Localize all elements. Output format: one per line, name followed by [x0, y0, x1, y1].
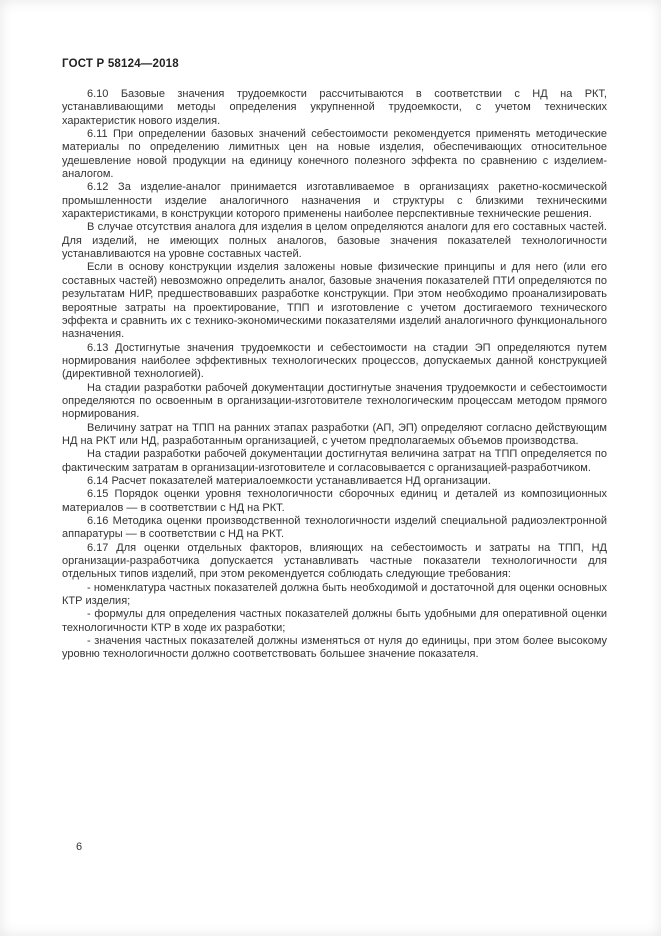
- paragraph: На стадии разработки рабочей документации достигнутые значения трудоемкости и себестоимости определяются по освоенным в организации-изготовителе технологическим процессам методом прямого нормирования.: [62, 381, 607, 421]
- list-item: - номенклатура частных показателей должна быть необходимой и достаточной для оценки основных КТР изделия;: [62, 581, 607, 608]
- paragraph: 6.15 Порядок оценки уровня технологичности сборочных единиц и деталей из композиционных материалов — в соответствии с НД на РКТ.: [62, 488, 607, 514]
- paragraph: Величину затрат на ТПП на ранних этапах разработки (АП, ЭП) определяют согласно действующим НД на РКТ или НД, разработанным организацией, с учетом предполагаемых объемов производства.: [62, 421, 607, 447]
- paragraph: На стадии разработки рабочей документации достигнутая величина затрат на ТПП определяется по фактическим затратам в организации-изготовителе и согласовывается с организацией-разработчиком.: [62, 448, 607, 474]
- document-body: [62, 88, 607, 662]
- page-number: 6: [76, 841, 83, 853]
- paragraph: 6.12 За изделие-аналог принимается изготавливаемое в организациях ракетно-космической промышленности изделие аналогичного назначения и структуры с близкими техническими характеристиками, в конструкции которого применены наиболее перспективные технические решения.: [62, 181, 607, 221]
- paragraph: 6.16 Методика оценки производственной технологичности изделий специальной радиоэлектронной аппаратуры — в соответствии с НД на РКТ.: [62, 515, 607, 541]
- paragraph: 6.17 Для оценки отдельных факторов, влияющих на себестоимость и затраты на ТПП, НД организации-разработчика допускается устанавливать частные показатели технологичности для отдельных типов изделий, при этом рекомендуется соблюдать следующие требования:: [62, 541, 607, 581]
- paragraph: В случае отсутствия аналога для изделия в целом определяются аналоги для его составных частей. Для изделий, не имеющих полных аналогов, базовые значения показателей технологичности устанавливаются на уровне составных частей.: [62, 221, 607, 261]
- paragraph: 6.10 Базовые значения трудоемкости рассчитываются в соответствии с НД на РКТ, устанавливающими методы определения укрупненной трудоемкости, с учетом технических характеристик нового изделия.: [62, 88, 607, 127]
- paragraph: 6.11 При определении базовых значений себестоимости рекомендуется применять методические материалы по определению лимитных цен на новые изделия, обеспечивающих относительное удешевление новой продукции на единицу конечного полезного эффекта по сравнению с изделием-аналогом.: [62, 128, 607, 181]
- list-item: - значения частных показателей должны изменяться от нуля до единицы, при этом более высокому уровню технологичности должно соответствовать большее значение показателя.: [62, 635, 607, 661]
- list-item: - формулы для определения частных показателей должны быть удобными для оперативной оценки технологичности КТР в ходе их разработки;: [62, 608, 607, 634]
- document-header: ГОСТ Р 58124—2018: [62, 58, 179, 70]
- paragraph: Если в основу конструкции изделия заложены новые физические принципы и для него (или его составных частей) невозможно определить аналог, базовые значения показателей ПТИ определяются по результатам НИР, предшествовавших разработке конструкции. При этом необходимо проанализировать вероятные затраты на проектирование, ТПП и изготовление с учетом достигаемого технического эффекта и сравнить их с технико-экономическими показателями изделий аналогичного функционального назначения.: [62, 261, 607, 341]
- paragraph: 6.14 Расчет показателей материалоемкости устанавливается НД организации.: [87, 474, 491, 487]
- paragraph: 6.13 Достигнутые значения трудоемкости и себестоимости на стадии ЭП определяются путем нормирования наиболее эффективных технологических процессов, допускаемых данной конструкцией (директивной технологией).: [62, 341, 607, 381]
